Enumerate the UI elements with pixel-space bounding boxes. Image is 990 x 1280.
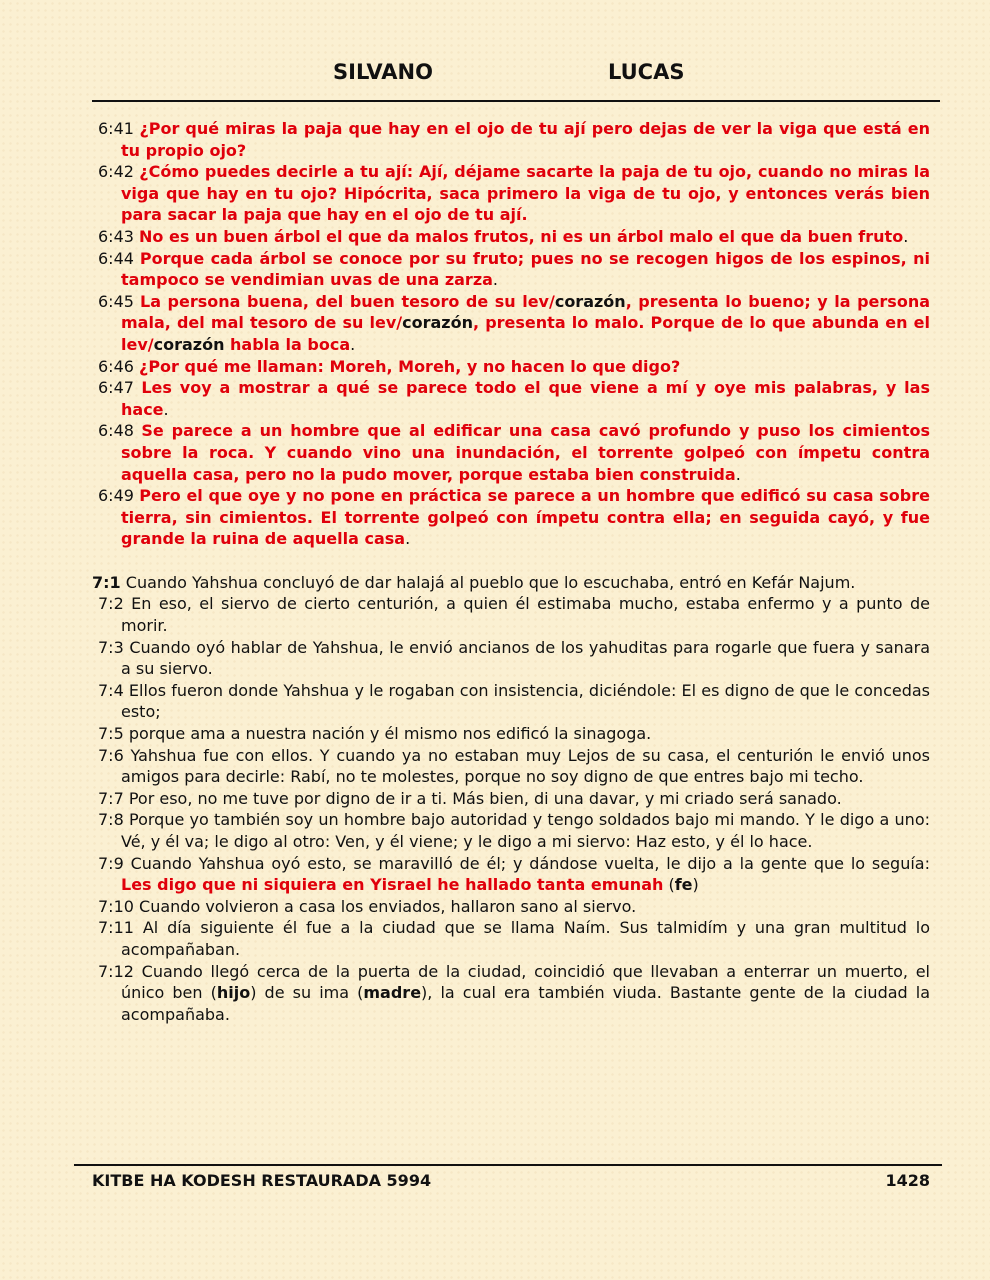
verse [92,377,930,420]
verse-text-red-letter: ¿Por qué miras la paja que hay en el ojo de tu ají pero dejas de ver la viga que está en tu propio ojo? [121,119,930,160]
verse-text: ), la cual era también viuda. Bastante gente de la ciudad la acompañaba. [121,983,931,1024]
verse-text: ( [663,875,675,895]
verse [92,961,930,1026]
verse [92,809,930,852]
verse [92,917,930,960]
verse-text-red-letter: , presenta lo bueno; y la persona mala, del mal tesoro de su lev/ [121,291,931,333]
verse-text-red-letter: Les voy a mostrar a qué se parece todo el que viene a mí y oye mis palabras, y las hace [121,378,930,419]
verse-number: 6:44 [98,248,134,268]
verse-number: 6:49 [98,486,134,506]
header-rule [92,100,940,102]
verse-text-bold: corazón [402,313,473,333]
verse-text: . [405,529,411,549]
verse-text: . [903,226,909,246]
verse-text-red-letter: ¿Cómo puedes decirle a tu ají: Ají, déjame sacarte la paja de tu ojo, cuando no miras la viga que hay en tu ojo? Hipócrita, saca primero la viga de tu ojo, y entonces verás bien para sacar la paja que hay en el ojo de tu ají. [121,162,930,225]
verse-number: 7:7 [98,788,124,808]
verse-text-red-letter: , presenta lo malo. Porque de lo que abunda en el lev/ [121,313,931,354]
verse-text-bold: hijo [216,983,251,1003]
verse-number: 7:12 [98,961,134,981]
verse-number: 6:46 [98,356,134,376]
verse-text: En eso, el siervo de cierto centurión, a quien él estimaba mucho, estaba enfermo y a punto de morir. [121,594,930,636]
verse-text-red-letter: Pero el que oye y no pone en práctica se parece a un hombre que edificó su casa sobre tierra, sin cimientos. El torrente golpeó con ímpetu contra ella; en seguida cayó, y fue grande la ruina de aquella casa [121,486,930,549]
chapter-gap [92,550,930,572]
verse [92,637,930,680]
verse-text: Cuando Yahshua concluyó de dar halajá al pueblo que lo escuchaba, entró en Kefár Najum. [125,572,856,592]
verse-number: 7:8 [98,810,124,830]
verse [92,291,930,356]
verse-text-red-letter: Porque cada árbol se conoce por su fruto; pues no se recogen higos de los espinos, ni tampoco se vendimian uvas de una zarza [121,248,930,290]
verse-number: 7:4 [98,680,124,700]
footer-rule [74,1164,942,1166]
verse-text-red-letter: Se parece a un hombre que al edificar una casa cavó profundo y puso los cimientos sobre la roca. Y cuando vino una inundación, el torrente golpeó con ímpetu contra aquella casa, pero no la pudo mover, porque estaba bien construida [121,421,930,484]
verse-number: 6:47 [98,378,134,398]
verse-text: porque ama a nuestra nación y él mismo nos edificó la sinagoga. [128,724,652,744]
verse [92,788,930,810]
verse [92,745,930,788]
verse [92,485,930,550]
verse-number: 6:41 [98,119,134,138]
verse-text-red-letter: Les digo que ni siquiera en Yisrael he hallado tanta emunah [121,875,664,895]
verse-number: 7:2 [98,594,124,614]
verse [92,226,930,248]
verse-text: . [350,334,356,354]
verse [92,723,930,745]
verse-number: 6:42 [98,162,134,182]
verse-number: 7:6 [98,745,124,765]
verse-text: Cuando oyó hablar de Yahshua, le envió ancianos de los yahuditas para rogarle que fuera y sanara a su siervo. [121,637,931,679]
verse [92,356,930,378]
verse-text: Cuando volvieron a casa los enviados, hallaron sano al siervo. [139,896,637,916]
verse [92,420,930,485]
verse-number: 7:1 [92,572,121,592]
verse-text-red-letter: La persona buena, del buen tesoro de su lev/ [140,291,555,311]
chapter-6-verses [92,118,930,550]
verse [92,680,930,723]
verse-text: . [163,399,169,419]
scripture-text [92,118,930,1025]
verse-number: 6:48 [98,421,134,441]
verse-number: 7:5 [98,724,124,744]
verse-text: . [492,270,499,290]
verse-number: 7:3 [98,637,124,657]
footer-title: KITBE HA KODESH RESTAURADA 5994 [92,1171,432,1190]
verse-number: 7:11 [98,918,134,938]
verse-text: Yahshua fue con ellos. Y cuando ya no estaban muy Lejos de su casa, el centurión le envió unos amigos para decirle: Rabí, no te molestes, porque no soy digno de que entres bajo mi techo. [121,745,930,787]
verse-number: 7:10 [98,896,134,916]
verse [92,248,930,291]
verse [92,853,930,896]
page-footer [92,1171,930,1195]
verse [92,593,930,636]
verse-text-bold: corazón [153,334,225,354]
verse-text: Por eso, no me tuve por digno de ir a ti. Más bien, di una davar, y mi criado será sanado. [128,788,842,808]
verse-number: 6:45 [98,291,134,311]
chapter-7-verses [92,572,930,1025]
verse-text-bold: madre [363,983,422,1003]
verse-text: . [735,464,741,484]
verse-text-red-letter: No es un buen árbol el que da malos frutos, ni es un árbol malo el que da buen fruto [139,226,904,246]
verse-text: ) [692,875,699,895]
verse-text: Al día siguiente él fue a la ciudad que se llama Naím. Sus talmidím y una gran multitud lo acompañaban. [121,918,930,959]
page-header [0,58,990,92]
verse-text-bold: fe [674,875,693,895]
verse-text-bold: corazón [554,291,626,311]
verse-text: Cuando llegó cerca de la puerta de la ciudad, coincidió que llevaban a enterrar un muerto, el único ben ( [121,961,930,1003]
verse [92,572,930,594]
header-left-title: SILVANO [333,60,433,84]
verse-number: 6:43 [98,226,134,246]
page-number: 1428 [885,1171,930,1190]
verse-text: Cuando Yahshua oyó esto, se maravilló de él; y dándose vuelta, le dijo a la gente que lo seguía: [130,853,930,873]
verse-text: Porque yo también soy un hombre bajo autoridad y tengo soldados bajo mi mando. Y le digo a uno: Vé, y él va; le digo al otro: Ven, y él viene; y le digo a mi siervo: Haz esto, y él lo hace. [121,810,930,851]
verse-number: 7:9 [98,853,124,873]
verse [92,161,930,226]
verse-text-red-letter: ¿Por qué me llaman: Moreh, Moreh, y no hacen lo que digo? [139,356,681,376]
verse [92,896,930,918]
verse [92,118,930,161]
header-book-title: LUCAS [608,60,685,84]
verse-text-red-letter: habla la boca [224,334,351,354]
verse-text: Ellos fueron donde Yahshua y le rogaban con insistencia, diciéndole: El es digno de que le concedas esto; [121,680,931,722]
verse-text: ) de su ima ( [250,983,364,1003]
